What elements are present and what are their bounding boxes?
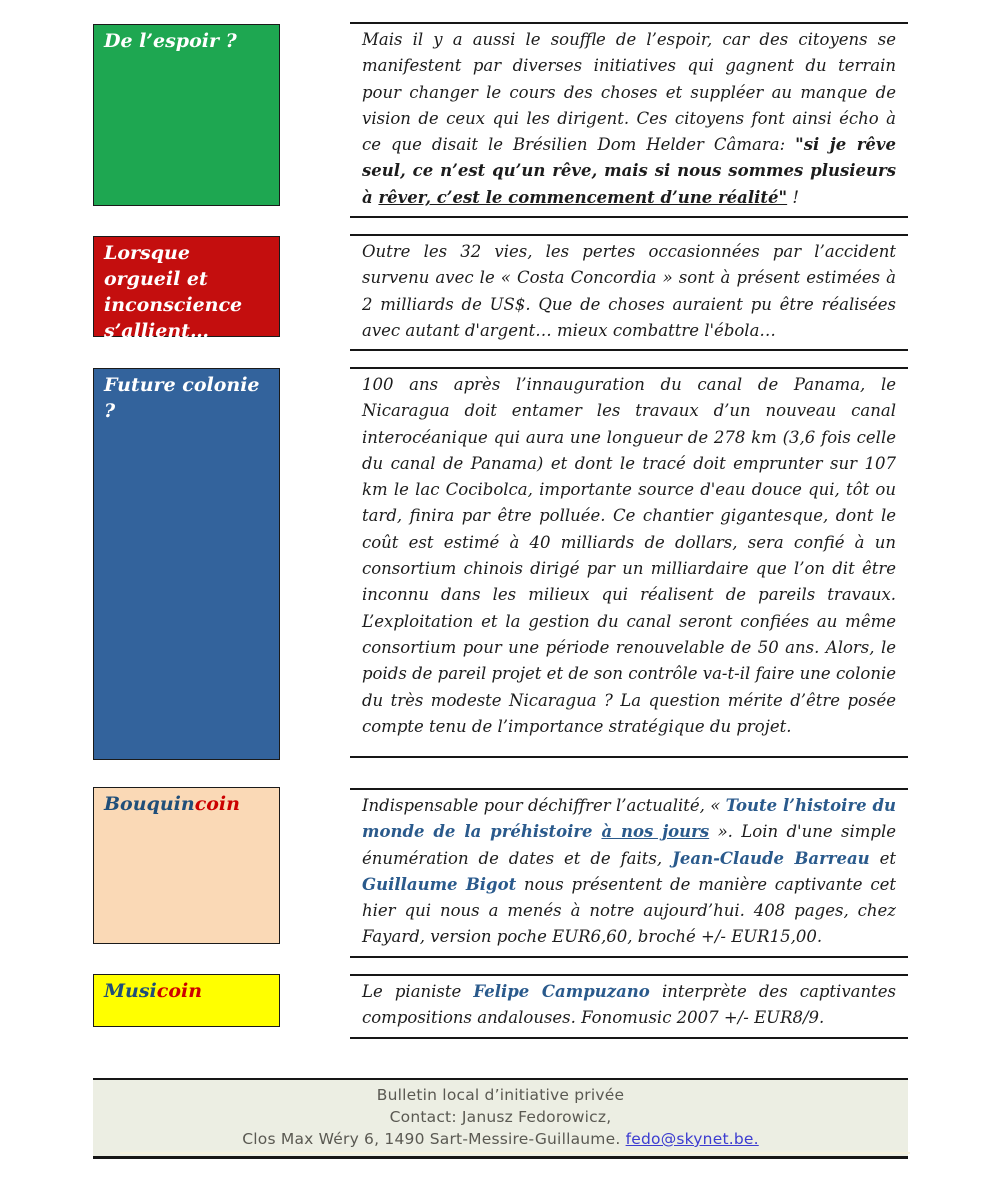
section-header-musicoin-label: Musicoin: [104, 980, 203, 1002]
section-header-espoir: [93, 24, 280, 206]
footer-bulletin-line: Bulletin local d’initiative privée: [376, 1086, 625, 1104]
section-text-musicoin: Le pianiste Felipe Campuzano interprète des captivantes compositions andalouses. Fonomusic 2007 +/- EUR8/9.: [350, 974, 908, 1039]
footer-contact-line: Contact: Janusz Fedorowicz,: [389, 1108, 612, 1126]
email-link[interactable]: fedo@skynet.be.: [625, 1130, 759, 1148]
scan-artifact-line: [120, 1152, 910, 1154]
footer-address: Clos Max Wéry 6, 1490 Sart-Messire-Guillaume.: [242, 1130, 626, 1148]
section-text-colonie: 100 ans après l’innauguration du canal de Panama, le Nicaragua doit entamer les travaux d’un nouveau canal interocéanique qui aura une longueur de 278 km (3,6 fois celle du canal de Panama) et dont le tracé doit emprunter sur 107 km le lac Cocibolca, importante source d'eau douce qui, tôt ou tard, finira par être polluée. Ce chantier gigantesque, dont le coût est estimé à 40 milliards de dollars, sera confié à un consortium chinois dirigé par un milliardaire que l’on dit être inconnu dans les milieux qui réalisent de pareils travaux. L’exploitation et la gestion du canal seront confiées au même consortium pour une période renouvelable de 50 ans. Alors, le poids de pareil projet et de son contrôle va-t-il faire une colonie du très modeste Nicaragua ? La question mérite d’être posée compte tenu de l’importance stratégique du projet.: [350, 367, 908, 758]
section-text-bouquincoin: Indispensable pour déchiffrer l’actualité, « Toute l’histoire du monde de la préhistoire à nos jours ». Loin d'une simple énumération de dates et de faits, Jean-Claude Barreau et Guillaume Bigot nous présentent de manière captivante cet hier qui nous a menés à notre aujourd’hui. 408 pages, chez Fayard, version poche EUR6,60, broché +/- EUR15,00.: [350, 788, 908, 958]
footer: [93, 1078, 908, 1159]
section-header-bouquincoin: [93, 787, 280, 944]
section-header-bouquincoin-label: Bouquincoin: [104, 793, 240, 815]
section-text-orgueil: Outre les 32 vies, les pertes occasionnées par l’accident survenu avec le « Costa Concordia » sont à présent estimées à 2 milliards de US$. Que de choses auraient pu être réalisées avec autant d'argent… mieux combattre l'ébola…: [350, 234, 908, 351]
section-text-espoir: Mais il y a aussi le souffle de l’espoir, car des citoyens se manifestent par diverses initiatives qui gagnent du terrain pour changer le cours des choses et suppléer au manque de vision de ceux qui les dirigent. Ces citoyens font ainsi écho à ce que disait le Brésilien Dom Helder Câmara: "si je rêve seul, ce n’est qu’un rêve, mais si nous sommes plusieurs à rêver, c’est le commencement d’une réalité" !: [350, 22, 908, 218]
footer-address-line: [103, 1128, 898, 1150]
section-header-colonie: [93, 368, 280, 760]
section-header-espoir-label: De l’espoir ?: [104, 30, 237, 52]
section-header-orgueil: [93, 236, 280, 342]
section-header-orgueil-label: Lorsque orgueil et inconscience s’allient…: [104, 242, 243, 342]
section-header-colonie-label: Future colonie ?: [104, 374, 260, 422]
section-header-musicoin: [93, 974, 280, 1027]
